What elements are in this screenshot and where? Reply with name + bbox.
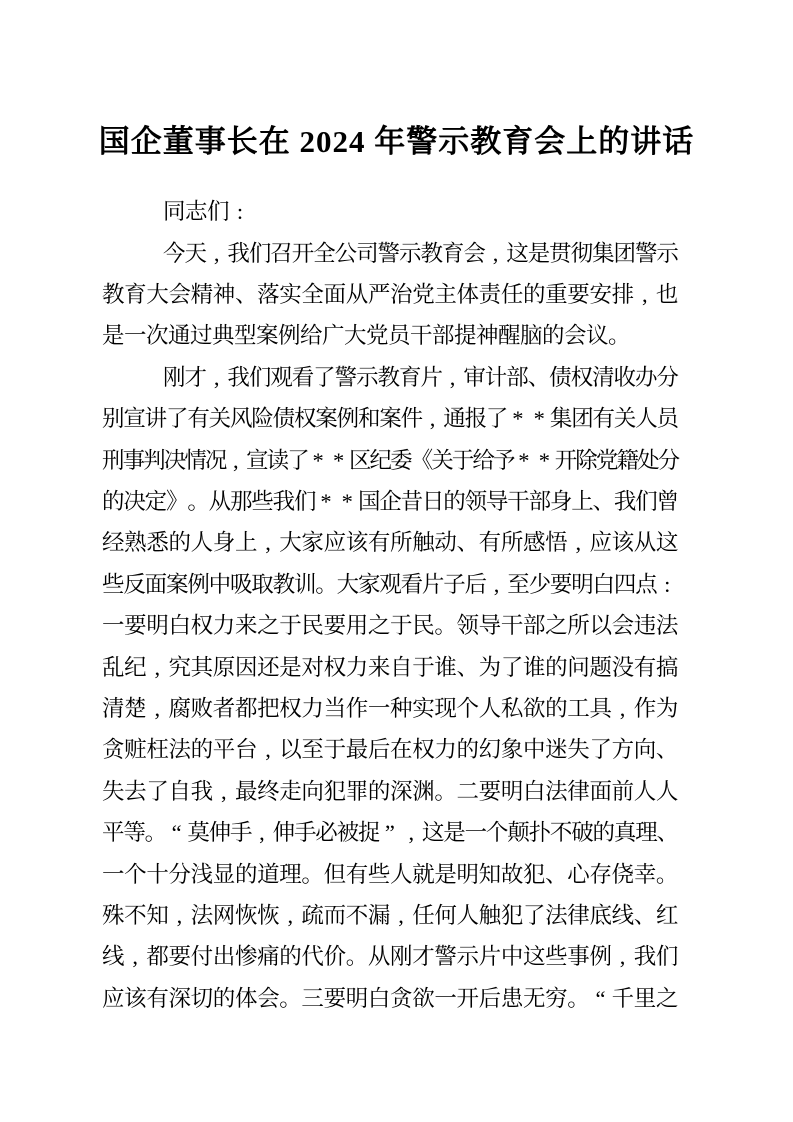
text-line: 贪 赃 枉 法 的 平 台 , 以 至 于 最 后 在 权 力 的 幻 象 中 迷 失 了 方 向 、 (102, 737, 679, 763)
text-line: 线 , 都 要 付 出 惨 痛 的 代 价 。 从 刚 才 警 示 片 中 这 些 事 例 , 我 们 (102, 944, 679, 970)
text-line: 平 等 。 “ 莫 伸 手 , 伸 手 必 被 捉 ” , 这 是 一 个 颠 扑 不 破 的 真 理 、 (102, 820, 680, 846)
text-line: 教 育 大 会 精 神 、 落 实 全 面 从 严 治 党 主 体 责 任 的 重 要 安 排 , 也 (102, 282, 679, 308)
document-body (102, 192, 681, 1020)
document-title: 国企董事长在 2024 年警示教育会上的讲话 (98, 124, 695, 159)
text-line: 应 该 有 深 切 的 体 会 。 三 要 明 白 贪 欲 一 开 后 患 无 穷 。 “ 千 里 之 (102, 985, 679, 1011)
text-line: 一 要 明 白 权 力 来 之 于 民 要 用 之 于 民 。 领 导 干 部 之 所 以 会 违 法 (102, 613, 679, 639)
text-line: 别 宣 讲 了 有 关 风 险 债 权 案 例 和 案 件 , 通 报 了 * * 集 团 有 关 人 员 (102, 406, 680, 432)
text-line: 刚 才 , 我 们 观 看 了 警 示 教 育 片 , 审 计 部 、 债 权 清 收 办 分 (163, 364, 679, 390)
text-line: 同 志 们 : (163, 199, 244, 225)
text-line: 些 反 面 案 例 中 吸 取 教 训 。 大 家 观 看 片 子 后 , 至 少 要 明 白 四 点 : (102, 571, 671, 597)
text-line: 一 个 十 分 浅 显 的 道 理 。 但 有 些 人 就 是 明 知 故 犯 、 心 存 侥 幸 。 (102, 861, 679, 887)
text-line: 殊 不 知 , 法 网 恢 恢 , 疏 而 不 漏 , 任 何 人 触 犯 了 法 律 底 线 、 红 (102, 902, 679, 928)
text-line: 今 天 , 我 们 召 开 全 公 司 警 示 教 育 会 , 这 是 贯 彻 集 团 警 示 (163, 240, 679, 266)
text-line: 刑 事 判 决 情 况 , 宣 读 了 * * 区 纪 委 《 关 于 给 予 * * 开 除 党 籍 处 分 (102, 447, 681, 473)
text-line: 经 熟 悉 的 人 身 上 , 大 家 应 该 有 所 触 动 、 有 所 感 悟 , 应 该 从 这 (102, 530, 679, 556)
text-line: 的 决 定 》 。 从 那 些 我 们 * * 国 企 昔 日 的 领 导 干 部 身 上 、 我 们 曾 (102, 489, 680, 515)
text-line: 乱 纪 , 究 其 原 因 还 是 对 权 力 来 自 于 谁 、 为 了 谁 的 问 题 没 有 搞 (102, 654, 679, 680)
text-line: 清 楚 , 腐 败 者 都 把 权 力 当 作 一 种 实 现 个 人 私 欲 的 工 具 , 作 为 (102, 696, 679, 721)
text-line: 是 一 次 通 过 典 型 案 例 给 广 大 党 员 干 部 提 神 醒 脑 的 会 议 。 (102, 323, 631, 349)
text-line: 失 去 了 自 我 , 最 终 走 向 犯 罪 的 深 渊 。 二 要 明 白 法 律 面 前 人 人 (102, 778, 679, 804)
